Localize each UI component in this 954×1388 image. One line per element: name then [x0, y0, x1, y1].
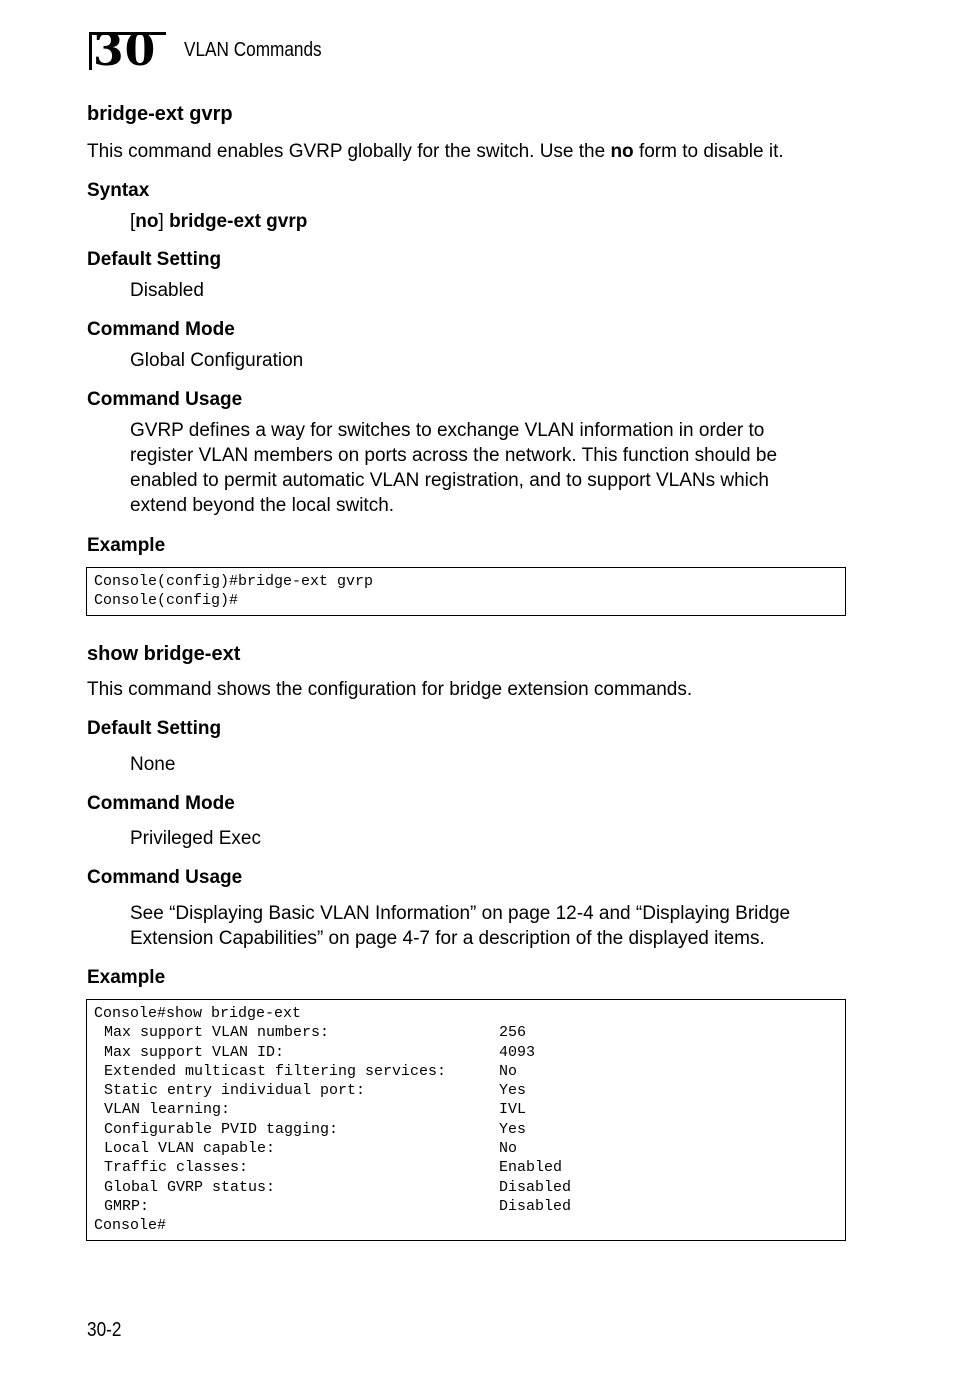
- code-value: IVL: [499, 1101, 527, 1119]
- syntax-keyword-no: no: [135, 211, 159, 232]
- command-usage-heading: Command Usage: [87, 867, 243, 888]
- code-key: Configurable PVID tagging:: [104, 1120, 339, 1138]
- code-value: No: [499, 1062, 518, 1080]
- code-value: 256: [499, 1024, 527, 1042]
- code-value: No: [499, 1140, 518, 1158]
- code-key: GMRP:: [104, 1197, 150, 1215]
- code-value: Enabled: [499, 1159, 563, 1177]
- code-row: [94, 1178, 838, 1197]
- code-row: [94, 1023, 838, 1042]
- code-line: Console(config)#: [94, 592, 239, 610]
- chapter-number: 30: [93, 25, 157, 76]
- code-key: Max support VLAN numbers:: [104, 1024, 330, 1042]
- code-value: 4093: [499, 1043, 536, 1061]
- code-row: [94, 1062, 838, 1081]
- example-heading: Example: [87, 535, 166, 556]
- usage-line: extend beyond the local switch.: [130, 495, 395, 516]
- usage-line: Extension Capabilities” on page 4-7 for a description of the displayed items.: [130, 928, 765, 949]
- code-key: Global GVRP status:: [104, 1178, 276, 1196]
- code-key: Max support VLAN ID:: [104, 1043, 285, 1061]
- example-code-box: [86, 999, 846, 1241]
- code-row: [94, 1197, 838, 1216]
- description-text-after: form to disable it.: [633, 141, 784, 162]
- code-value: Yes: [499, 1120, 527, 1138]
- code-row: [94, 1120, 838, 1139]
- usage-line: register VLAN members on ports across the network. This function should be: [130, 445, 778, 466]
- code-row: [94, 1158, 838, 1177]
- syntax-command: bridge-ext gvrp: [169, 211, 308, 232]
- syntax-heading: Syntax: [87, 180, 150, 201]
- code-key: Local VLAN capable:: [104, 1140, 276, 1158]
- example-code-box: [86, 567, 846, 616]
- code-value: Yes: [499, 1082, 527, 1100]
- command-usage-text: [130, 418, 777, 518]
- syntax-bracket-close: ]: [158, 211, 170, 232]
- default-setting-heading: Default Setting: [87, 718, 222, 739]
- command-title-show-bridge-ext: show bridge-ext: [87, 643, 241, 665]
- code-row: [94, 1081, 838, 1100]
- command-mode-heading: Command Mode: [87, 793, 235, 814]
- description-keyword-no: no: [610, 141, 634, 162]
- code-key: VLAN learning:: [104, 1101, 231, 1119]
- command-usage-text: [130, 901, 790, 951]
- command-mode-heading: Command Mode: [87, 319, 235, 340]
- command-title-bridge-ext-gvrp: bridge-ext gvrp: [87, 103, 233, 125]
- code-value: Disabled: [499, 1197, 572, 1215]
- default-setting-heading: Default Setting: [87, 249, 222, 270]
- code-key: Static entry individual port:: [104, 1082, 366, 1100]
- code-key: Traffic classes:: [104, 1159, 249, 1177]
- command-mode-value: Global Configuration: [130, 350, 304, 371]
- syntax-line: [130, 209, 307, 234]
- usage-line: enabled to permit automatic VLAN registration, and to support VLANs which: [130, 470, 769, 491]
- code-row: [94, 1043, 838, 1062]
- example-heading: Example: [87, 967, 166, 988]
- usage-line: GVRP defines a way for switches to exchange VLAN information in order to: [130, 420, 765, 441]
- default-setting-value: Disabled: [130, 280, 204, 301]
- command-usage-heading: Command Usage: [87, 389, 243, 410]
- command-description: This command shows the configuration for bridge extension commands.: [87, 679, 693, 700]
- page-number: 30-2: [87, 1319, 122, 1341]
- default-setting-value: None: [130, 754, 176, 775]
- code-value: Disabled: [499, 1178, 572, 1196]
- command-description: [87, 139, 784, 164]
- code-line: Console#show bridge-ext: [94, 1005, 302, 1022]
- code-key: Extended multicast filtering services:: [104, 1062, 447, 1080]
- code-row: [94, 1100, 838, 1119]
- code-row: [94, 1139, 838, 1158]
- code-line: Console#: [94, 1217, 167, 1235]
- code-line: Console(config)#bridge-ext gvrp: [94, 573, 374, 590]
- syntax-bracket-open: [: [130, 211, 136, 232]
- usage-line: See “Displaying Basic VLAN Information” on page 12-4 and “Displaying Bridge: [130, 903, 791, 924]
- command-mode-value: Privileged Exec: [130, 828, 261, 849]
- chapter-title: VLAN Commands: [184, 39, 322, 61]
- description-text-before: This command enables GVRP globally for the switch. Use the: [87, 141, 611, 162]
